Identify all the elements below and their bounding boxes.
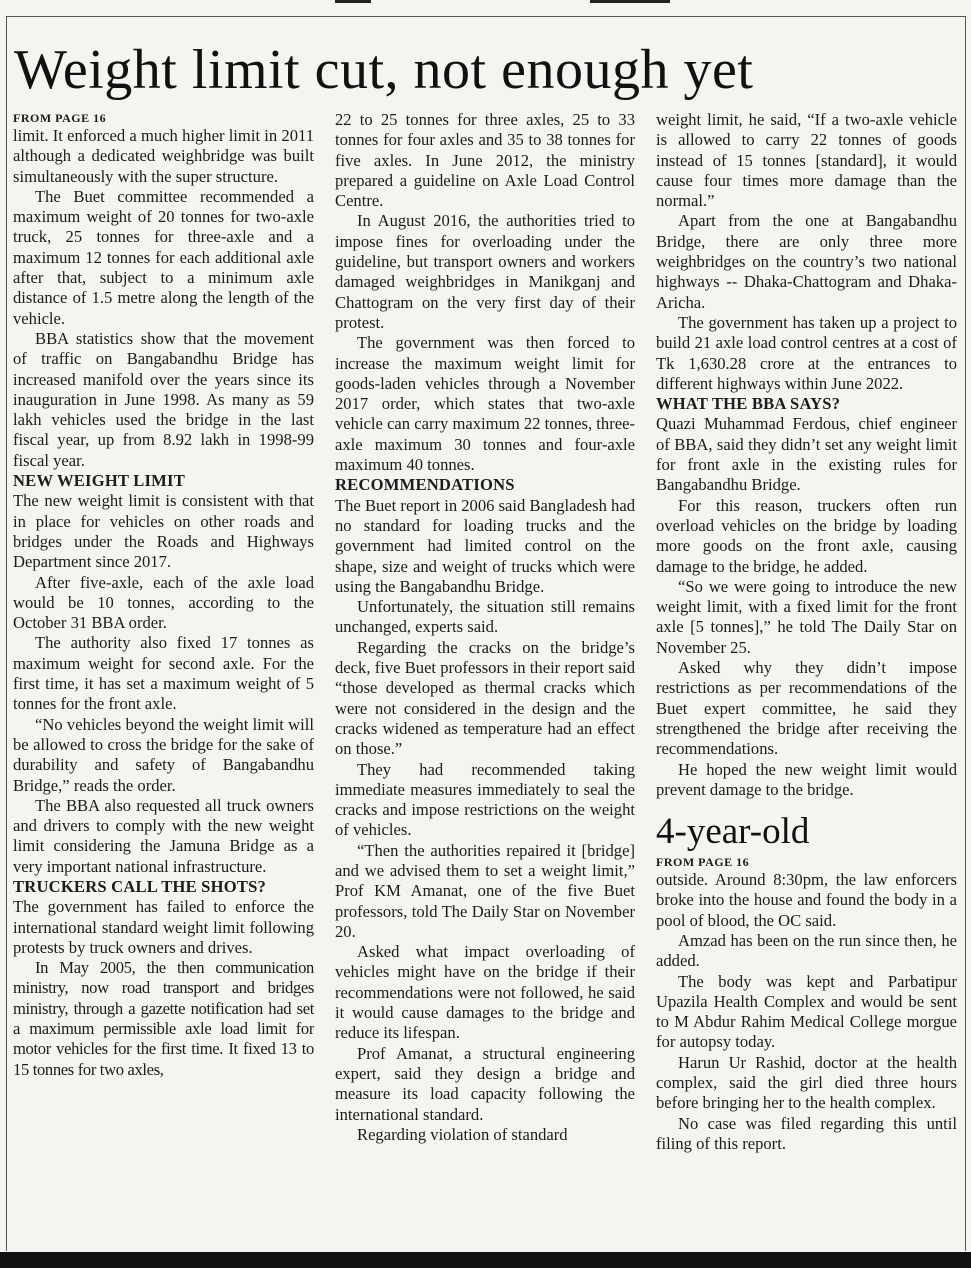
paragraph: Harun Ur Rashid, doctor at the health complex, said the girl died three hours before bringing her to the health complex.	[656, 1052, 957, 1113]
headline: Weight limit cut, not enough yet	[14, 39, 754, 101]
paragraph: After five-axle, each of the axle load would be 10 tonnes, according to the October 31 BBA order.	[13, 572, 314, 633]
bottom-edge-bar	[0, 1252, 971, 1268]
paragraph: In May 2005, the then communication ministry, now road transport and bridges ministry, through a gazette notification had set a maximum permissible axle load limit for motor vehicles for the first time. It fixed 13 to 15 tonnes for two axles,	[13, 958, 314, 1079]
paragraph: The body was kept and Parbatipur Upazila Health Complex and would be sent to M Abdur Rahim Medical College morgue for autopsy today.	[656, 971, 957, 1052]
paragraph: No case was filed regarding this until filing of this report.	[656, 1113, 957, 1153]
paragraph: For this reason, truckers often run overload vehicles on the bridge by loading more goods on the front axle, causing damage to the bridge, he added.	[656, 495, 957, 576]
paragraph: Apart from the one at Bangabandhu Bridge, there are only three more weighbridges on the country’s two national highways -- Dhaka-Chattogram and Dhaka-Aricha.	[656, 211, 957, 312]
paragraph: In August 2016, the authorities tried to impose fines for overloading under the guideline, but transport owners and workers damaged weighbridges in Manikganj and Chattogram on the very first day of their protest.	[335, 211, 635, 332]
from-page-label: FROM PAGE 16	[13, 111, 107, 125]
paragraph: Regarding the cracks on the bridge’s deck, five Buet professors in their report said “those developed as thermal cracks which were not considered in the design and the cracks widened as temperature had an effect on those.”	[335, 637, 635, 759]
paragraph: Amzad has been on the run since then, he added.	[656, 930, 957, 971]
article-column-2	[335, 110, 635, 1252]
paragraph: Asked what impact overloading of vehicles might have on the bridge if their recommendations were not followed, he said it would cause damages to the bridge and reduce its lifespan.	[335, 942, 635, 1043]
paragraph: 22 to 25 tonnes for three axles, 25 to 33 tonnes for four axles and 35 to 38 tonnes for five axles. In June 2012, the ministry prepared a guideline on Axle Load Control Centre.	[335, 110, 635, 211]
paragraph: He hoped the new weight limit would prevent damage to the bridge.	[656, 759, 957, 799]
article-column-1	[13, 110, 314, 1252]
paragraph: Regarding violation of standard	[357, 1124, 568, 1144]
paragraph: They had recommended taking immediate measures immediately to seal the cracks and impose restrictions on the weight of vehicles.	[335, 759, 635, 840]
paragraph: The government was then forced to increase the maximum weight limit for goods-laden vehicles through a November 2017 order, which states that two-axle vehicle can carry maximum 22 tonnes, three-axle maximum 30 tonnes and four-axle maximum 40 tonnes.	[335, 333, 635, 475]
paragraph: The Buet report in 2006 said Bangladesh had no standard for loading trucks and the government had limited control on the shape, size and weight of trucks which were using the Bangabandhu Bridge.	[335, 495, 635, 596]
paragraph: “So we were going to introduce the new weight limit, with a fixed limit for the front axle [5 tonnes],” he told The Daily Star on November 25.	[656, 576, 957, 657]
subhead-what-the-bba-says: WHAT THE BBA SAYS?	[656, 394, 841, 414]
paragraph: Unfortunately, the situation still remains unchanged, experts said.	[335, 597, 635, 637]
paragraph: The government has failed to enforce the international standard weight limit following protests by truck owners and drives.	[13, 897, 314, 957]
second-story-headline: 4-year-old	[656, 811, 810, 853]
paragraph: outside. Around 8:30pm, the law enforcers broke into the house and found the body in a pool of blood, the OC said.	[656, 870, 957, 930]
paragraph: limit. It enforced a much higher limit in 2011 although a dedicated weighbridge was built simultaneously with the super structure.	[13, 126, 314, 186]
subhead-new-weight-limit: NEW WEIGHT LIMIT	[13, 471, 185, 491]
paragraph: Asked why they didn’t impose restrictions as per recommendations of the Buet expert committee, he said they strengthened the bridge after receiving the recommendations.	[656, 658, 957, 759]
paragraph: The Buet committee recommended a maximum weight of 20 tonnes for two-axle truck, 25 tonnes for three-axle and a maximum 12 tonnes for each additional axle after that, subject to a minimum axle distance of 1.5 metre along the length of the vehicle.	[13, 186, 314, 328]
paragraph: BBA statistics show that the movement of traffic on Bangabandhu Bridge has increased manifold over the years since its inauguration in June 1998. As many as 59 lakh vehicles used the bridge in the last fiscal year, up from 8.92 lakh in 1998-99 fiscal year.	[13, 328, 314, 470]
article-column-3	[656, 110, 957, 1252]
paragraph: Quazi Muhammad Ferdous, chief engineer of BBA, said they didn’t set any weight limit for front axle in the existing rules for Bangabandhu Bridge.	[656, 414, 957, 495]
paragraph: “No vehicles beyond the weight limit will be allowed to cross the bridge for the sake of durability and safety of Bangabandhu Bridge,” reads the order.	[13, 714, 314, 795]
paragraph: The government has taken up a project to build 21 axle load control centres at a cost of Tk 1,630.28 crore at the entrances to different highways within June 2022.	[656, 312, 957, 393]
paragraph: The new weight limit is consistent with that in place for vehicles on other roads and bridges under the Roads and Highways Department since 2017.	[13, 491, 314, 572]
paragraph: weight limit, he said, “If a two-axle vehicle is allowed to carry 22 tonnes of goods instead of 15 tonnes [standard], it would cause four times more damage than the normal.”	[656, 110, 957, 211]
top-rule-mark	[590, 0, 670, 3]
from-page-label: FROM PAGE 16	[656, 855, 750, 870]
paragraph: The authority also fixed 17 tonnes as maximum weight for second axle. For the first time, it has set a maximum weight of 5 tonnes for the front axle.	[13, 633, 314, 714]
paragraph: The BBA also requested all truck owners and drivers to comply with the new weight limit considering the Jamuna Bridge as a very important national infrastructure.	[13, 795, 314, 876]
subhead-recommendations: RECOMMENDATIONS	[335, 475, 515, 495]
paragraph: “Then the authorities repaired it [bridge] and we advised them to set a weight limit,” Prof KM Amanat, one of the five Buet professors, told The Daily Star on November 20.	[335, 840, 635, 941]
paragraph: Prof Amanat, a structural engineering expert, said they design a bridge and measure its load capacity following the international standard.	[335, 1043, 635, 1124]
subhead-truckers-call-the-shots: TRUCKERS CALL THE SHOTS?	[13, 876, 267, 896]
top-rule-mark	[335, 0, 371, 3]
